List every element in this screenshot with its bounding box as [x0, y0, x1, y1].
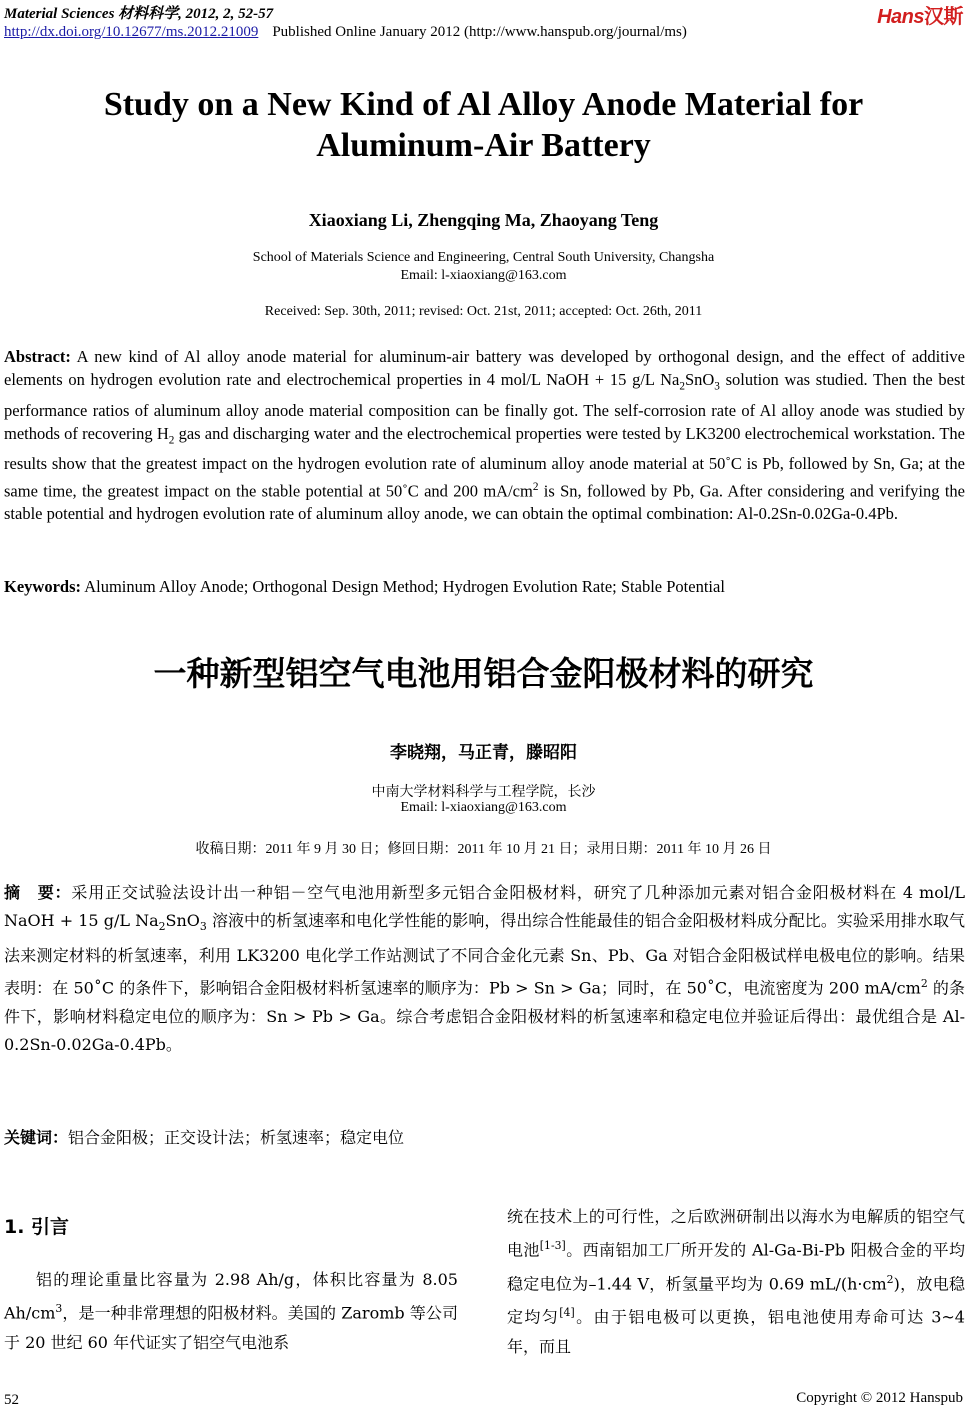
email-cn: Email: l-xiaoxiang@163.com [400, 800, 567, 815]
copyright: Copyright © 2012 Hanspub [796, 1390, 963, 1406]
affiliation-cn: 中南大学材料科学与工程学院，长沙 [371, 785, 596, 800]
body-right-column: 统在技术上的可行性，之后欧洲研制出以海水为电解质的铝空气电池[1-3]。西南铝加工厂所开发的 Al-Ga-Bi-Pb 阳极合金的平均稳定电位为–1.44 V，析氢量平均为 0.69 $mL/(h\cdot cm^2)$，放电稳定均匀[4]。由于铝电极可以更换，铝电池使用寿命可达 3~4 年，而且 [507, 1207, 965, 1356]
email-en: Email: l-xiaoxiang@163.com [400, 268, 567, 283]
citation-ref: [1-3] [539, 1239, 566, 1253]
published-online: Published Online January 2012 (http://www.hanspub.org/journal/ms) [272, 24, 687, 40]
abstract-en: Abstract: A new kind of Al alloy anode material for aluminum-air battery was developed by orthogonal design, and the effect of additive elements on hydrogen evolution rate and electrochemical properties in 4 mol/L NaOH + 15 g/L $Na_2SnO_3$ solution was studied. Then the best performance ratios of aluminum alloy anode material composition can be finally got. The self-corrosion rate of Al alloy anode was studied by methods of recovering $H_2$ gas and discharging water and the electrochemical properties were tested by LK3200 electrochemical workstation. The results show that the greatest impact on the hydrogen evolution rate of aluminum alloy anode material at 50˚C is Pb, followed by Sn, Ga; at the same time, the greatest impact on the stable potential at 50˚C and 200 $mA/cm^2$ is Sn, followed by Pb, Ga. After considering and verifying the stable potential and hydrogen evolution rate of aluminum alloy anode, we can obtain the optimal combination: Al-0.2Sn-0.02Ga-0.4Pb. [4, 347, 965, 524]
section-heading-intro: 1. 引言 [4, 1216, 70, 1238]
body-left-column: 铝的理论重量比容量为 2.98 Ah/g，体积比容量为 8.05 $Ah/cm^3$，是一种非常理想的阳极材料。美国的 Zaromb 等公司于 20 世纪 60 年代证实了铝空气电池系 [4, 1270, 458, 1352]
dates-en: Received: Sep. 30th, 2011; revised: Oct. 21st, 2011; accepted: Oct. 26th, 2011 [264, 304, 703, 319]
doi-line [4, 24, 687, 41]
citation-ref: [4] [559, 1306, 575, 1320]
doi-link[interactable]: http://dx.doi.org/10.12677/ms.2012.21009 [4, 24, 259, 40]
authors-cn: 李晓翔，马正青，滕昭阳 [390, 743, 577, 763]
keywords-cn: 关键词：铝合金阳极；正交设计法；析氢速率；稳定电位 [4, 1128, 405, 1147]
dates-cn: 收稿日期：2011 年 9 月 30 日；修回日期：2011 年 10 月 21 日；录用日期：2011 年 10 月 26 日 [195, 842, 772, 857]
abstract-cn: 摘 要：采用正交试验法设计出一种铝－空气电池用新型多元铝合金阳极材料，研究了几种添加元素对铝合金阳极材料在 4 mol/L NaOH + 15 g/L $Na_2SnO_3$ 溶液中的析氢速率和电化学性能的影响，得出综合性能最佳的铝合金阳极材料成分配比。实验采用排水取气法来测定材料的析氢速率，利用 LK3200 电化学工作站测试了不同合金化元素 Sn、Pb、Ga 对铝合金阳极试样电极电位的影响。结果表明：在 50˚C 的条件下，影响铝合金阳极材料析氢速率的顺序为：Pb > Sn > Ga；同时，在 50˚C，电流密度为 200 $mA/cm^2$ 的条件下，影响材料稳定电位的顺序为：Sn > Pb > Ga。综合考虑铝合金阳极材料的析氢速率和稳定电位并验证后得出：最优组合是 Al-0.2Sn-0.02Ga-0.4Pb。 [4, 883, 965, 1054]
authors-en: Xiaoxiang Li, Zhengqing Ma, Zhaoyang Teng [308, 210, 659, 230]
page-number: 52 [4, 1392, 19, 1408]
title-en: Study on a New Kind of Al Alloy Anode Material for Aluminum-Air Battery [103, 86, 864, 164]
hans-logo: Hans汉斯 [877, 6, 963, 28]
title-cn: 一种新型铝空气电池用铝合金阳极材料的研究 [153, 654, 814, 693]
keywords-en: Keywords: Aluminum Alloy Anode; Orthogonal Design Method; Hydrogen Evolution Rate; Stable Potential [4, 577, 725, 596]
journal-header: Material Sciences 材料科学, 2012, 2, 52-57 [4, 6, 274, 22]
affiliation-en: School of Materials Science and Engineering, Central South University, Changsha [252, 250, 715, 265]
